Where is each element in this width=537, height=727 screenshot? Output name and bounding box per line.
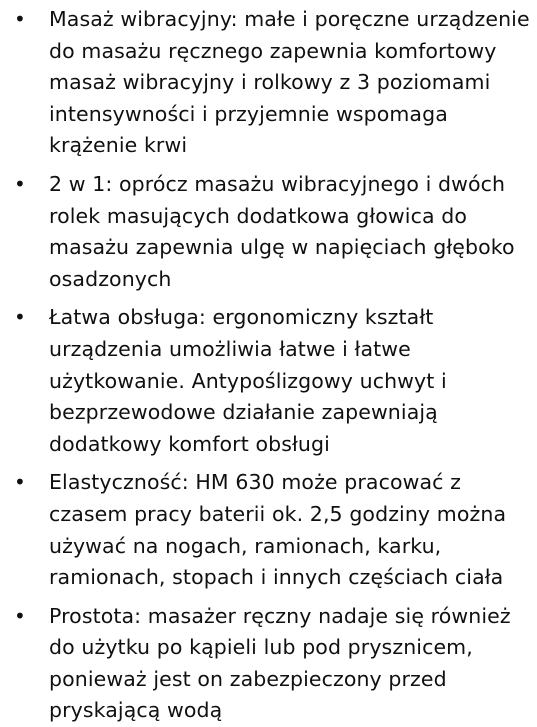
feature-text-line: Masaż wibracyjny: małe i poręczne urządzenie [49,7,530,31]
feature-text-line: pryskającą wodą [49,698,223,723]
feature-text-line: masaż wibracyjny i rolkowy z 3 poziomami [49,70,491,95]
feature-text-line: do użytku po kąpieli lub pod prysznicem, [49,635,473,660]
list-item [0,302,537,460]
feature-text-line: Elastyczność: HM 630 może pracować z [49,470,461,495]
list-item [0,169,537,295]
feature-text-line: rolek masujących dodatkowa głowica do [49,203,468,228]
list-item [0,467,537,593]
feature-text-line: Prostota: masażer ręczny nadaje się również [49,603,511,628]
feature-text-line: Łatwa obsługa: ergonomiczny kształt [49,305,434,330]
feature-text-line: dodatkowy komfort obsługi [49,431,330,456]
feature-text-line: użytkowanie. Antypoślizgowy uchwyt i [49,368,447,393]
feature-text-line: ponieważ jest on zabezpieczony przed [49,666,447,691]
bullet-icon: • [14,603,26,628]
feature-text-line: masażu zapewnia ulgę w napięciach głęboko [49,235,515,260]
feature-text-line: urządzenia umożliwia łatwe i łatwe [49,336,411,361]
list-item [0,601,537,727]
feature-text-line: do masażu ręcznego zapewnia komfortowy [49,38,497,63]
bullet-icon: • [14,7,26,31]
feature-text-line: używać na nogach, ramionach, karku, [49,533,442,558]
feature-text-line: krążenie krwi [49,133,188,158]
list-item [0,4,537,162]
bullet-icon: • [14,171,26,196]
feature-bullet-list [0,4,537,727]
feature-text-line: 2 w 1: oprócz masażu wibracyjnego i dwóch [49,171,506,196]
feature-text-line: ramionach, stopach i innych częściach ciała [49,565,504,590]
bullet-icon: • [14,470,26,495]
feature-text-line: osadzonych [49,266,172,291]
bullet-icon: • [14,305,26,330]
feature-text-line: czasem pracy baterii ok. 2,5 godziny można [49,501,507,526]
feature-text-line: intensywności i przyjemnie wspomaga [49,101,448,126]
feature-text-line: bezprzewodowe działanie zapewniają [49,400,438,425]
